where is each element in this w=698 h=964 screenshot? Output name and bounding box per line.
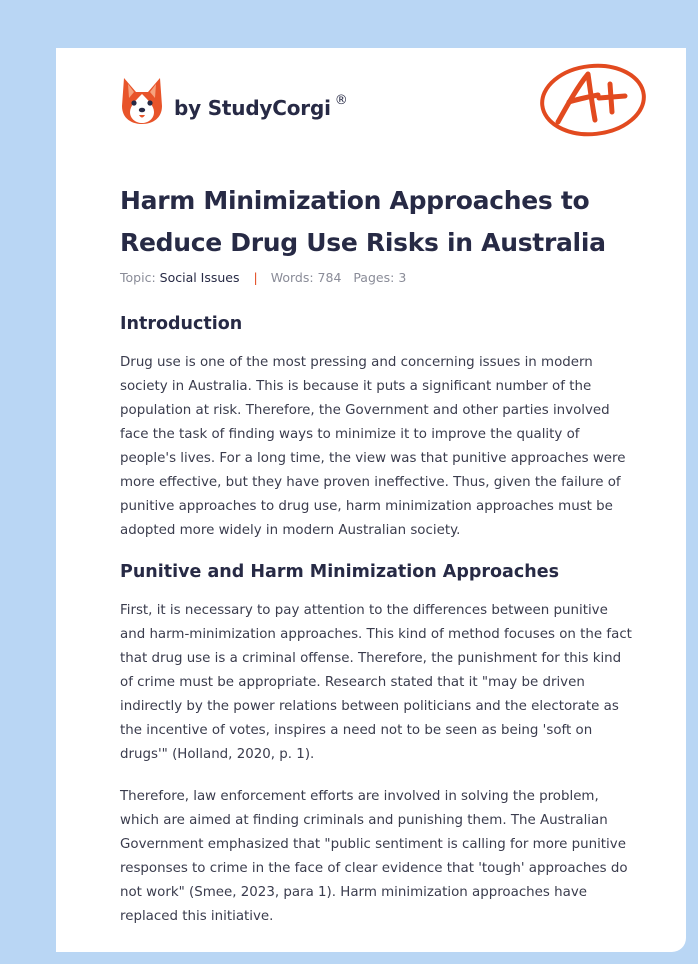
studycorgi-logo[interactable] [120,76,348,126]
document-body [120,310,634,929]
paragraph: Drug use is one of the most pressing and concerning issues in modern society in Australia. This is because it puts a significant number of the population at risk. Therefore, the Government and other parties involved face the task of finding ways to minimize it to improve the quality of people's lives. For a long time, the view was that punitive approaches were more effective, but they have proven ineffective. Thus, given the failure of punitive approaches to drug use, harm minimization approaches must be adopted more widely in modern Australian society. [120,355,626,538]
topic-link[interactable]: Social Issues [159,270,240,285]
paragraph: First, it is necessary to pay attention to the differences between punitive and harm-minimization approaches. This kind of method focuses on the fact that drug use is a criminal offense. Therefore, the punishment for this kind of crime must be appropriate. Research stated that it "may be driven indirectly by the power relations between politicians and the electorate as the incentive of votes, inspires a need not to be seen as being 'soft on drugs'" (Holland, 2020, p. 1). [120,603,632,762]
section-heading-introduction: Introduction [120,314,243,334]
topic-label: Topic: [120,270,156,285]
registered-mark: ® [334,92,348,108]
words-label: Words: [270,270,314,285]
document-meta [120,270,406,285]
document-page [56,48,686,952]
words-count: 784 [317,270,342,285]
brand-name [174,93,348,120]
a-plus-grade-badge [538,60,648,140]
document-title: Harm Minimization Approaches to Reduce Drug Use Risks in Australia [120,186,606,257]
corgi-icon [120,76,164,126]
paragraph: Therefore, law enforcement efforts are involved in solving the problem, which are aimed at finding criminals and punishing them. The Australian Government emphasized that "public sentiment is calling for more punitive responses to crime in the face of clear evidence that 'tough' approaches do not work" (Smee, 2023, para 1). Harm minimization approaches have replaced this initiative. [120,789,628,924]
pages-count: 3 [398,270,407,285]
meta-separator: | [253,270,258,285]
brand-text: by StudyCorgi [174,95,331,120]
pages-label: Pages: [353,270,395,285]
section-heading-punitive-harm-minimization: Punitive and Harm Minimization Approaches [120,562,559,582]
